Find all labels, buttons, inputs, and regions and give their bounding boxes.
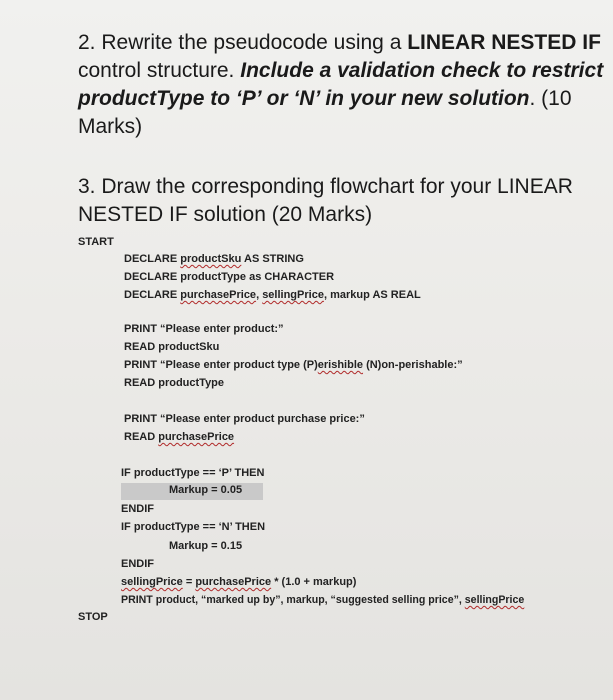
read-line-3: READ purchasePrice: [124, 431, 235, 443]
q2-validation-instruction: Include a validation check to restrict productType to ‘P’ or ‘N’ in your new solution: [78, 59, 604, 110]
q2-suffix: . (10 Marks): [78, 87, 572, 138]
question-2: [78, 29, 606, 141]
print-line-3: PRINT “Please enter product purchase price:”: [124, 413, 365, 425]
q2-prefix: 2. Rewrite the pseudocode using a: [78, 31, 408, 54]
markup-assign-1: Markup = 0.05: [169, 484, 243, 496]
print-line-1: PRINT “Please enter product:”: [124, 323, 284, 335]
declare-line-3: DECLARE purchasePrice, sellingPrice, markup AS REAL: [124, 289, 421, 301]
read-line-2: READ productType: [124, 377, 225, 389]
calc-line: sellingPrice = purchasePrice * (1.0 + markup): [121, 576, 357, 588]
start-keyword: START: [78, 236, 114, 248]
declare-line-1: DECLARE productSku AS STRING: [124, 253, 304, 265]
if-line-2: IF productType == ‘N’ THEN: [121, 521, 266, 533]
endif-line-1: ENDIF: [121, 503, 154, 515]
print-line-2: PRINT “Please enter product type (P)erishible (N)on-perishable:”: [124, 359, 463, 371]
read-line-1: READ productSku: [124, 341, 220, 353]
highlighted-markup-line: [121, 483, 263, 500]
print-line-4: PRINT product, “marked up by”, markup, “suggested selling price”, sellingPrice: [121, 594, 525, 606]
declare-line-2: DECLARE productType as CHARACTER: [124, 271, 335, 283]
question-3: 3. Draw the corresponding flowchart for your LINEAR NESTED IF solution (20 Marks): [78, 175, 573, 226]
endif-line-2: ENDIF: [121, 558, 154, 570]
q2-bold-structure: LINEAR NESTED IF: [407, 31, 601, 54]
markup-assign-2: Markup = 0.15: [169, 540, 243, 552]
stop-keyword: STOP: [78, 611, 108, 623]
q2-mid: control structure.: [78, 59, 241, 82]
if-line-1: IF productType == ‘P’ THEN: [121, 467, 265, 479]
